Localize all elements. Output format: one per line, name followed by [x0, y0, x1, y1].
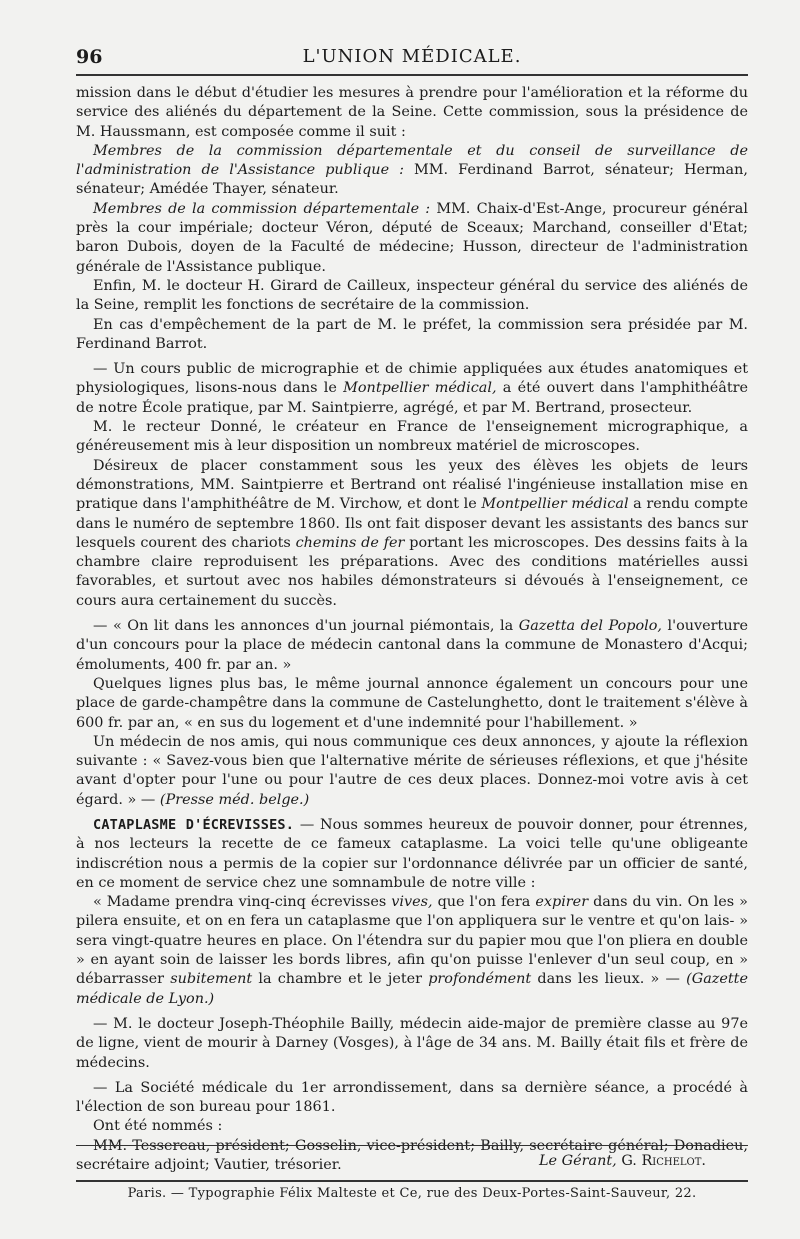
paragraph-italic: Montpellier médical [481, 496, 629, 513]
paragraph-text: M. le recteur Donné, le créateur en France de l'enseignement micrographique, a généreusement mis à leur disposition un nombreux matériel de microscopes. [76, 419, 748, 455]
paragraph-italic: Membres de la commission départementale et du conseil de surveillance de l'administration de l'Assistance publique : [76, 142, 748, 179]
paragraph-text: dans du vin. On les » pilera ensuite, et on en fera un cataplasme que l'on appliquera sur le ventre et qu'on lais- » sera vingt-quatre heures en place. On l'étendra sur du papier mou que l'on pliera en double » en ayant soin de laisser les bords libres, afin qu'on puisse l'enlever d'un seul coup, en » débarrasser [76, 894, 748, 988]
paragraph-text: Désireux de placer constamment sous les yeux des élèves les objets de leurs démonstrations, MM. Saintpierre et Bertrand ont réalisé l'ingénieuse installation mise en pratique dans l'amphithéâtre de M. Virchow, et dont le [76, 457, 748, 513]
paragraph-text: portant les microscopes. Des dessins faits à la chambre claire reproduisent les préparations. Avec des conditions matérielles aussi favorables, et surtout avec nos habiles démonstrateurs si dévoués à l'enseignement, ce cours aura certainement du succès. [76, 534, 749, 609]
paragraph-italic: (Gazette médicale de Lyon.) [76, 971, 748, 1007]
paragraph [76, 418, 748, 457]
paragraph-text: que l'on fera [432, 894, 536, 911]
paragraph [76, 200, 748, 277]
paragraph-italic: Membres de la commission départementale : [93, 200, 431, 217]
paragraph-text: — La Société médicale du 1er arrondissement, dans sa dernière séance, a procédé à l'élection de son bureau pour 1861. [76, 1079, 748, 1116]
section-heading: CATAPLASME D'ÉCREVISSES. [93, 816, 295, 833]
paragraph-text: dans les lieux. » — [531, 971, 687, 988]
page-number: 96 [76, 46, 103, 68]
page-header [76, 42, 748, 70]
paragraph-text: — « On lit dans les annonces d'un journal piémontais, la [93, 618, 519, 635]
paragraph-text: MM. Chaix-d'Est-Ange, procureur général près la cour impériale; docteur Véron, député de Sceaux; Marchand, conseiller d'Etat; baron Dubois, doyen de la Faculté de médecine; Husson, directeur de l'administration générale de l'Assistance publique. [76, 200, 748, 275]
signature [76, 1153, 706, 1169]
imprint-rule [76, 1180, 748, 1182]
paragraph-text: Enfin, M. le docteur H. Girard de Cailleux, inspecteur général du service des aliénés de la Seine, remplit les fonctions de secrétaire de la commission. [76, 277, 748, 314]
paragraph [76, 142, 748, 200]
paragraph [76, 277, 748, 316]
signature-label: Le Gérant, [539, 1153, 617, 1169]
paragraph-italic: vives, [391, 894, 433, 911]
running-title: L'UNION MÉDICALE. [302, 46, 522, 67]
quoted-recipe [76, 893, 748, 1009]
footer-rule [76, 1145, 748, 1146]
signature-name: G. Richelot. [621, 1153, 706, 1169]
paragraph-text: — Nous sommes heureux de pouvoir donner, pour étrennes, à nos lecteurs la recette de ce fameux cataplasme. La voici telle qu'une obligeante indiscrétion nous a permis de la copier sur l'ordonnance délivrée par un officier de santé, en ce moment de service chez une somnambule de notre ville : [76, 816, 748, 891]
paragraph-text: Un médecin de nos amis, qui nous communique ces deux annonces, y ajoute la réflexion suivante : « Savez-vous bien que l'alternative mérite de sérieuses réflexions, et que j'hésite avant d'opter pour l'une ou pour l'autre de ces deux places. Donnez-moi votre avis à cet égard. » — [76, 733, 748, 808]
paragraph-italic: expirer [535, 894, 589, 911]
paragraph [76, 457, 748, 611]
paragraph-text: a rendu compte dans le numéro de septembre 1860. Ils ont fait disposer devant les assistants des bancs sur lesquels courent des chariots [76, 496, 748, 551]
paragraph [76, 360, 748, 418]
header-rule [76, 74, 748, 76]
article-body [76, 84, 748, 1175]
paragraph-text: MM. Tessereau, président; Gosselin, vice-président; Bailly, secrétaire général; Donadieu, secrétaire adjoint; Vautier, trésorier. [76, 1137, 748, 1174]
paragraph-text: l'ouverture d'un concours pour la place de médecin cantonal dans la commune de Monastero d'Acqui; émoluments, 400 fr. par an. » [76, 618, 749, 673]
paragraph-italic: chemins de fer [295, 534, 405, 551]
paragraph-italic: Gazetta del Popolo, [518, 618, 662, 635]
paragraph [76, 84, 748, 142]
paragraph-text: Quelques lignes plus bas, le même journal annonce également un concours pour une place de garde-champêtre dans la commune de Castelunghetto, dont le traitement s'élève à 600 fr. par an, « en sus du logement et d'une indemnité pour l'habillement. » [76, 675, 748, 731]
paragraph [76, 617, 748, 675]
paragraph-italic: Montpellier médical, [343, 380, 497, 397]
paragraph [76, 1079, 748, 1118]
paragraph [76, 733, 748, 810]
paragraph-text: la chambre et le jeter [252, 971, 429, 988]
paragraph [76, 1015, 748, 1073]
paragraph [76, 816, 748, 893]
paragraph-text: « Madame prendra vinq-cinq écrevisses [93, 894, 392, 911]
paragraph-text: — Un cours public de micrographie et de chimie appliquées aux études anatomiques et physiologiques, lisons-nous dans le [76, 361, 748, 397]
paragraph-text: MM. Ferdinand Barrot, sénateur; Herman, sénateur; Amédée Thayer, sénateur. [76, 162, 748, 198]
paragraph-italic: profondément [428, 971, 532, 988]
paragraph-text: a été ouvert dans l'amphithéâtre de notre École pratique, par M. Saintpierre, agrégé, et par M. Bertrand, prosecteur. [76, 380, 748, 416]
paragraph-italic: subitement [170, 971, 253, 988]
paragraph [76, 316, 748, 355]
paragraph-text: mission dans le début d'étudier les mesures à prendre pour l'amélioration et la réforme du service des aliénés du département de la Seine. Cette commission, sous la présidence de M. Haussmann, est composée comme il suit : [76, 85, 748, 140]
paragraph-text: — M. le docteur Joseph-Théophile Bailly, médecin aide-major de première classe au 97e de ligne, vient de mourir à Darney (Vosges), à l'âge de 34 ans. M. Bailly était fils et frère de médecins. [76, 1015, 748, 1071]
paragraph [76, 1117, 748, 1136]
printer-imprint: Paris. — Typographie Félix Malteste et Ce, rue des Deux-Portes-Saint-Sauveur, 22. [127, 1186, 697, 1201]
paragraph-text: En cas d'empêchement de la part de M. le préfet, la commission sera présidée par M. Ferdinand Barrot. [76, 316, 748, 352]
paragraph-text: Ont été nommés : [93, 1118, 223, 1135]
paragraph-italic: (Presse méd. belge.) [159, 791, 310, 808]
paragraph [76, 675, 748, 733]
